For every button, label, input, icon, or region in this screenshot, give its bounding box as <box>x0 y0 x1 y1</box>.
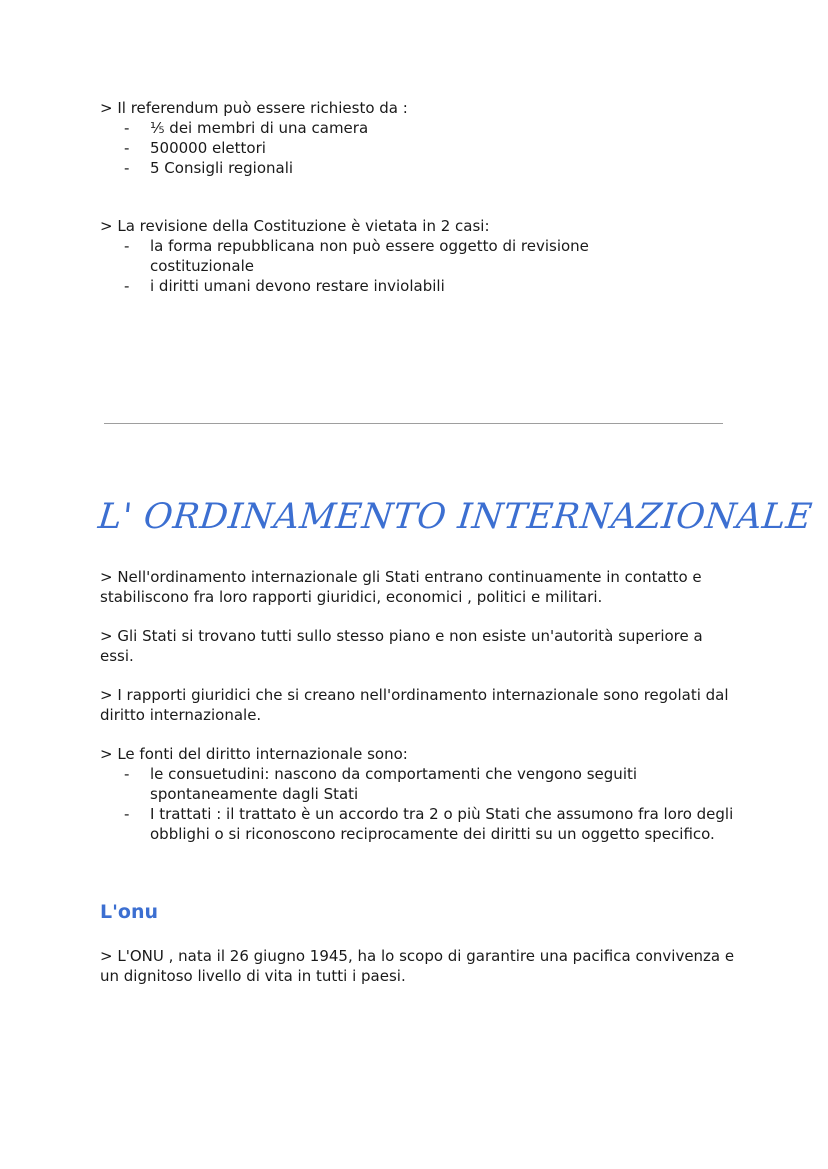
onu-paragraph: > L'ONU , nata il 26 giugno 1945, ha lo scopo di garantire una pacifica convivenza e un dignitoso livello di vita in tutti i paesi. <box>100 947 735 985</box>
onu-heading: L'onu <box>100 901 159 923</box>
list-item: - la forma repubblicana non può essere oggetto di revisione costituzionale <box>124 237 589 275</box>
revisione-intro: > La revisione della Costituzione è vietata in 2 casi: <box>100 217 490 235</box>
section-title: L' ORDINAMENTO INTERNAZIONALE <box>96 497 815 537</box>
referendum-list <box>100 118 740 178</box>
list-item: - ⅕ dei membri di una camera <box>124 119 369 137</box>
fonti-intro: > Le fonti del diritto internazionale sono: <box>100 745 408 763</box>
paragraph: > Gli Stati si trovano tutti sullo stesso piano e non esiste un'autorità superiore a essi. <box>100 627 703 665</box>
paragraph: > I rapporti giuridici che si creano nell'ordinamento internazionale sono regolati dal diritto internazionale. <box>100 686 729 724</box>
revisione-list <box>100 236 740 296</box>
fonti-list <box>100 764 740 844</box>
fonti-block <box>100 744 740 844</box>
list-item: - le consuetudini: nascono da comportamenti che vengono seguiti spontaneamente dagli Stati <box>124 765 638 803</box>
list-item: - I trattati : il trattato è un accordo tra 2 o più Stati che assumono fra loro degli obblighi o si riconoscono reciprocamente dei diritti su un oggetto specifico. <box>124 805 734 843</box>
referendum-block <box>100 98 740 178</box>
paragraph: > Nell'ordinamento internazionale gli Stati entrano continuamente in contatto e stabiliscono fra loro rapporti giuridici, economici , politici e militari. <box>100 568 702 606</box>
list-item: - 5 Consigli regionali <box>124 159 294 177</box>
revisione-block <box>100 216 740 296</box>
list-item: - i diritti umani devono restare inviolabili <box>124 277 445 295</box>
list-item: - 500000 elettori <box>124 139 266 157</box>
section-divider <box>104 423 723 424</box>
referendum-intro: > Il referendum può essere richiesto da : <box>100 99 408 117</box>
